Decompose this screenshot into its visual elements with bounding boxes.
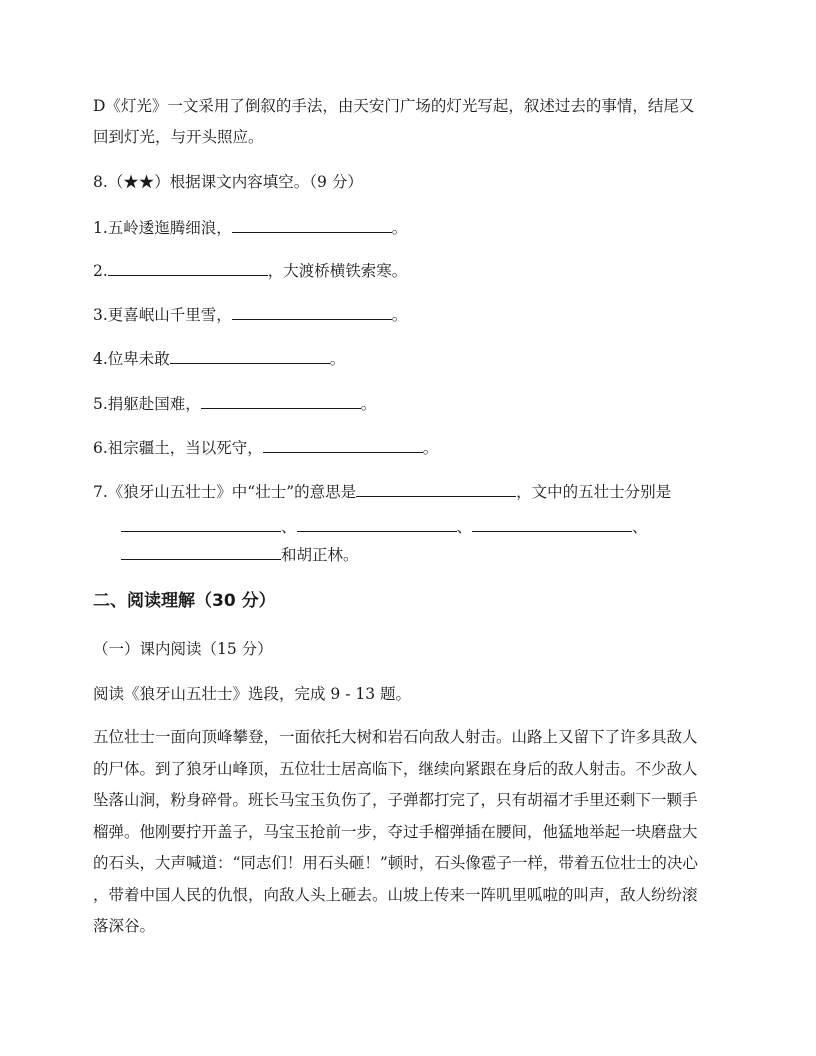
fill-item-7: [93, 482, 671, 502]
fill-item-6-suffix: 。: [422, 439, 439, 457]
fill-item-3: [93, 305, 407, 325]
answer-blank[interactable]: [170, 349, 330, 364]
reading-passage: [93, 722, 723, 943]
answer-blank[interactable]: [108, 261, 268, 276]
answer-blank[interactable]: [201, 394, 361, 409]
option-d-line-2: 回到灯光，与开头照应。: [93, 128, 264, 146]
answer-blank[interactable]: [232, 305, 392, 320]
fill-item-6-prefix: 6.祖宗疆土，当以死守，: [93, 439, 263, 457]
separator: 、: [281, 518, 297, 536]
answer-blank[interactable]: [356, 482, 516, 497]
answer-blank[interactable]: [121, 517, 281, 532]
fill-item-5-prefix: 5.捐躯赴国难，: [93, 395, 201, 413]
fill-item-6: [93, 438, 438, 458]
passage-line: 落深谷。: [93, 917, 156, 935]
question-8-title: 8.（★★）根据课文内容填空。（9 分）: [93, 173, 363, 191]
fill-item-7-prefix: 7.《狼牙山五壮士》中“壮士”的意思是: [93, 483, 357, 501]
section-2-heading: 二、阅读理解（30 分）: [93, 591, 276, 611]
fill-item-1-prefix: 1.五岭逶迤腾细浪，: [93, 219, 232, 237]
subsection-heading: （一）课内阅读（15 分）: [93, 640, 273, 658]
fill-item-7-names-row: [121, 517, 648, 537]
answer-blank[interactable]: [472, 517, 632, 532]
passage-line: 的尸体。到了狼牙山峰顶，五位壮士居高临下，继续向紧跟在身后的敌人射击。不少敌人: [93, 759, 698, 778]
answer-blank[interactable]: [263, 438, 423, 453]
fill-item-2: [93, 261, 407, 281]
fill-item-3-suffix: 。: [391, 306, 408, 324]
reading-instruction: 阅读《狼牙山五壮士》选段，完成 9 - 13 题。: [93, 685, 412, 703]
fill-item-7-mid: ，文中的五壮士分别是: [516, 483, 672, 501]
option-d-line-1: D《灯光》一文采用了倒叙的手法，由天安门广场的灯光写起，叙述过去的事情，结尾又: [93, 97, 695, 115]
fill-item-1-suffix: 。: [391, 219, 408, 237]
fill-item-3-prefix: 3.更喜岷山千里雪，: [93, 306, 232, 324]
answer-blank[interactable]: [297, 517, 457, 532]
fill-item-4-prefix: 4.位卑未敢: [93, 350, 170, 368]
passage-line: 五位壮士一面向顶峰攀登，一面依托大树和岩石向敌人射击。山路上又留下了许多具敌人: [93, 728, 698, 746]
passage-line: 榴弹。他刚要拧开盖子，马宝玉抢前一步，夺过手榴弹插在腰间，他猛地举起一块磨盘大: [93, 822, 698, 841]
passage-line: 坠落山涧，粉身碎骨。班长马宝玉负伤了，子弹都打完了，只有胡福才手里还剩下一颗手: [93, 791, 698, 809]
fill-item-5-suffix: 。: [360, 395, 377, 413]
fill-item-2-prefix: 2.: [93, 262, 108, 280]
fill-item-1: [93, 218, 407, 238]
passage-line: ，带着中国人民的仇恨，向敌人头上砸去。山坡上传来一阵叽里呱啦的叫声，敌人纷纷滚: [93, 885, 698, 904]
separator: 、: [632, 518, 648, 536]
fill-item-5: [93, 394, 376, 414]
passage-line: 的石头，大声喊道：“同志们！用石头砸！”顿时，石头像雹子一样，带着五位壮士的决心: [93, 854, 698, 872]
separator: 、: [456, 518, 473, 536]
fill-item-4: [93, 349, 345, 369]
fill-item-4-suffix: 。: [329, 350, 346, 368]
fill-item-2-suffix: ，大渡桥横铁索寒。: [267, 262, 408, 280]
fill-item-7-end: 和胡正林。: [281, 546, 359, 564]
answer-blank[interactable]: [121, 545, 281, 560]
fill-item-7-last-row: [121, 545, 359, 565]
answer-blank[interactable]: [232, 218, 392, 233]
